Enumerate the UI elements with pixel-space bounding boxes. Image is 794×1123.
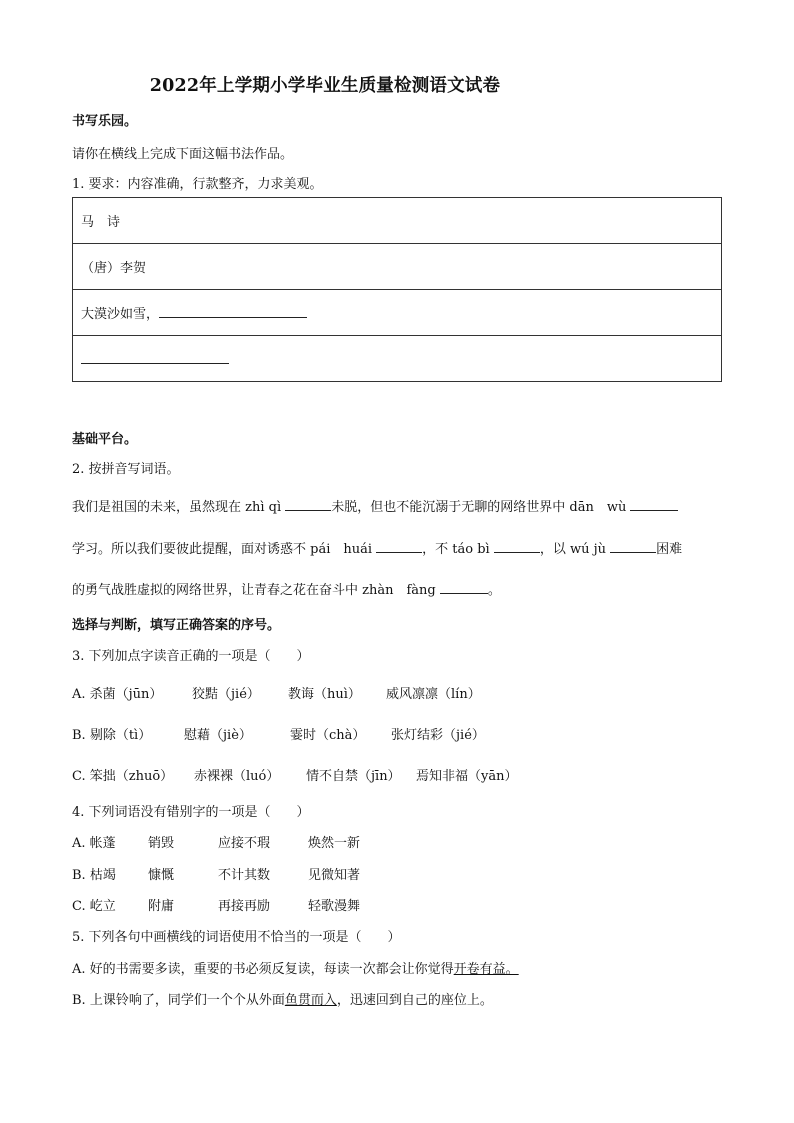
option-item: 霎时（chà）: [290, 728, 366, 743]
option-item: 张灯结彩（jié）: [391, 728, 485, 743]
question-5: 5. 下列各句中画横线的词语使用不恰当的一项是（ ）: [72, 930, 401, 945]
option-item: A. 杀菌（jūn）: [72, 687, 163, 702]
option-item: 教诲（huì）: [288, 687, 361, 702]
answer-blank[interactable]: [610, 538, 656, 553]
option-item: 焕然一新: [308, 836, 361, 851]
option-item: 附庸: [148, 899, 175, 914]
q5-option-a: [72, 958, 519, 977]
text-segment: B. 上课铃响了，同学们一个个从外面: [72, 993, 285, 1008]
option-item: 不计其数: [218, 868, 271, 883]
option-item: C. 屹立: [72, 899, 116, 914]
underlined-phrase: 开卷有益。: [453, 962, 519, 977]
page-title: 2022年上学期小学毕业生质量检测语文试卷: [149, 76, 501, 96]
option-item: C. 笨拙（zhuō）: [72, 769, 174, 784]
answer-blank[interactable]: [376, 538, 422, 553]
pinyin-paragraph-line-3: [72, 579, 501, 598]
poem-title: 马 诗: [73, 198, 722, 244]
option-item: 见微知著: [308, 868, 361, 883]
text-segment: 的勇气战胜虚拟的网络世界，让青春之花在奋斗中 zhàn fàng: [72, 583, 440, 598]
answer-blank[interactable]: [285, 496, 331, 511]
poem-line-2: [73, 336, 722, 382]
q3-option-a: [72, 683, 481, 702]
section-heading-writing: 书写乐园。: [72, 114, 138, 129]
answer-blank[interactable]: [630, 496, 678, 511]
question-2: 2. 按拼音写词语。: [72, 462, 180, 477]
text-segment: 我们是祖国的未来，虽然现在 zhì qì: [72, 500, 286, 515]
poem-line-1: [73, 290, 722, 336]
option-item: 销毁: [148, 836, 175, 851]
section-heading-choice: 选择与判断，填写正确答案的序号。: [72, 618, 281, 633]
text-segment: 。: [487, 583, 501, 598]
question-3: 3. 下列加点字读音正确的一项是（ ）: [72, 649, 310, 664]
q3-option-b: [72, 724, 485, 743]
option-item: 狡黠（jié）: [192, 687, 260, 702]
answer-blank[interactable]: [494, 538, 540, 553]
q4-option-b: [72, 864, 360, 883]
option-item: B. 剔除（tì）: [72, 728, 152, 743]
pinyin-paragraph-line-2: [72, 538, 682, 557]
text-segment: 困难: [656, 542, 683, 557]
option-item: 威风凛凛（lín）: [386, 687, 481, 702]
option-item: B. 枯竭: [72, 868, 116, 883]
option-item: 慷慨: [148, 868, 175, 883]
q5-option-b: [72, 989, 493, 1008]
text-segment: ，迅速回到自己的座位上。: [336, 993, 493, 1008]
text-segment: A. 好的书需要多读，重要的书必须反复读，每读一次都会让你觉得: [72, 962, 454, 977]
answer-blank[interactable]: [159, 303, 307, 318]
text-segment: 未脱，但也不能沉溺于无聊的网络世界中 dān wù: [331, 500, 631, 515]
option-item: 应接不瑕: [218, 836, 271, 851]
section-heading-basics: 基础平台。: [72, 432, 138, 447]
underlined-phrase: 鱼贯而入: [284, 993, 337, 1008]
poem-line-1-text: 大漠沙如雪，: [81, 307, 160, 322]
writing-intro: 请你在横线上完成下面这幅书法作品。: [72, 147, 294, 162]
q3-option-c: [72, 765, 517, 784]
question-1: 1. 要求：内容准确，行款整齐，力求美观。: [72, 177, 323, 192]
option-item: 焉知非福（yān）: [416, 769, 518, 784]
option-item: A. 帐蓬: [72, 836, 116, 851]
text-segment: 学习。所以我们要彼此提醒，面对诱惑不 pái huái: [72, 542, 377, 557]
answer-blank[interactable]: [440, 579, 488, 594]
poem-table: [72, 197, 722, 382]
option-item: 情不自禁（jīn）: [306, 769, 401, 784]
question-4: 4. 下列词语没有错别字的一项是（ ）: [72, 805, 310, 820]
q4-option-a: [72, 832, 360, 851]
text-segment: ，不 táo bì: [422, 542, 494, 557]
poem-author: （唐）李贺: [73, 244, 722, 290]
answer-blank[interactable]: [81, 349, 229, 364]
option-item: 慰藉（jiè）: [184, 728, 252, 743]
option-item: 再接再励: [218, 899, 271, 914]
option-item: 轻歌漫舞: [308, 899, 361, 914]
pinyin-paragraph-line-1: [72, 496, 678, 515]
option-item: 赤裸裸（luó）: [194, 769, 280, 784]
text-segment: ，以 wú jù: [539, 542, 611, 557]
q4-option-c: [72, 895, 360, 914]
